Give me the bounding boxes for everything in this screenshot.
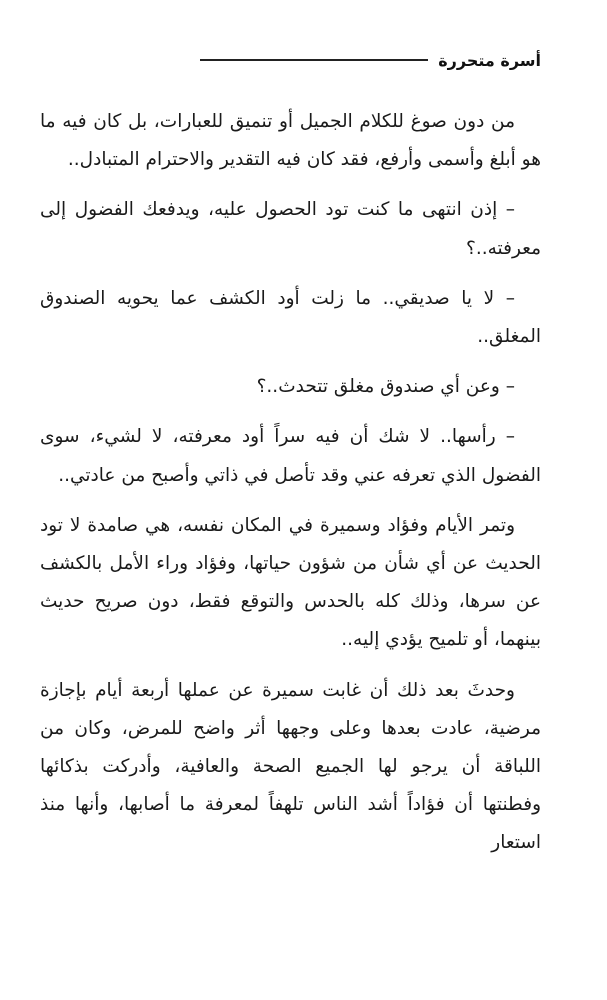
dialogue-line: – إذن انتهى ما كنت تود الحصول عليه، ويدفعك الفضول إلى معرفته..؟	[40, 199, 541, 259]
chapter-title: أسرة متحررة	[438, 50, 541, 70]
dialogue-line: – وعن أي صندوق مغلق تتحدث..؟	[256, 376, 515, 398]
book-page	[40, 0, 541, 1000]
body-text	[40, 103, 541, 875]
paragraph: وحدثَ بعد ذلك أن غابت سميرة عن عملها أربعة أيام بإجازة مرضية، عادت بعدها وعلى وجهها أثر واضح للمرض، وكان من اللباقة أن يرجو لها الجميع الصحة والعافية، وأدركت بذكائها وفطنتها أن فؤاداً أشد الناس تلهفاً لمعرفة ما أصابها، وأنها منذ استعار	[40, 679, 541, 854]
dialogue-line: – لا يا صديقي.. ما زلت أود الكشف عما يحويه الصندوق المغلق..	[40, 287, 541, 348]
running-header	[40, 40, 541, 80]
header-rule	[200, 59, 428, 61]
dialogue-line: – رأسها.. لا شك أن فيه سراً أود معرفته، لا لشيء، سوى الفضول الذي تعرفه عني وقد تأصل في ذاتي وأصبح من عادتي..	[40, 426, 541, 486]
paragraph: من دون صوغ للكلام الجميل أو تنميق للعبارات، بل كان فيه ما هو أبلغ وأسمى وأرفع، فقد كان فيه التقدير والاحترام المتبادل..	[40, 111, 541, 171]
paragraph: وتمر الأيام وفؤاد وسميرة في المكان نفسه، هي صامدة لا تود الحديث عن أي شأن من شؤون حياتها، وفؤاد وراء الأمل بالكشف عن سرها، وذلك كله بالحدس والتوقع فقط، دون صريح حديث بينهما، أو تلميح يؤدي إليه..	[40, 514, 541, 651]
